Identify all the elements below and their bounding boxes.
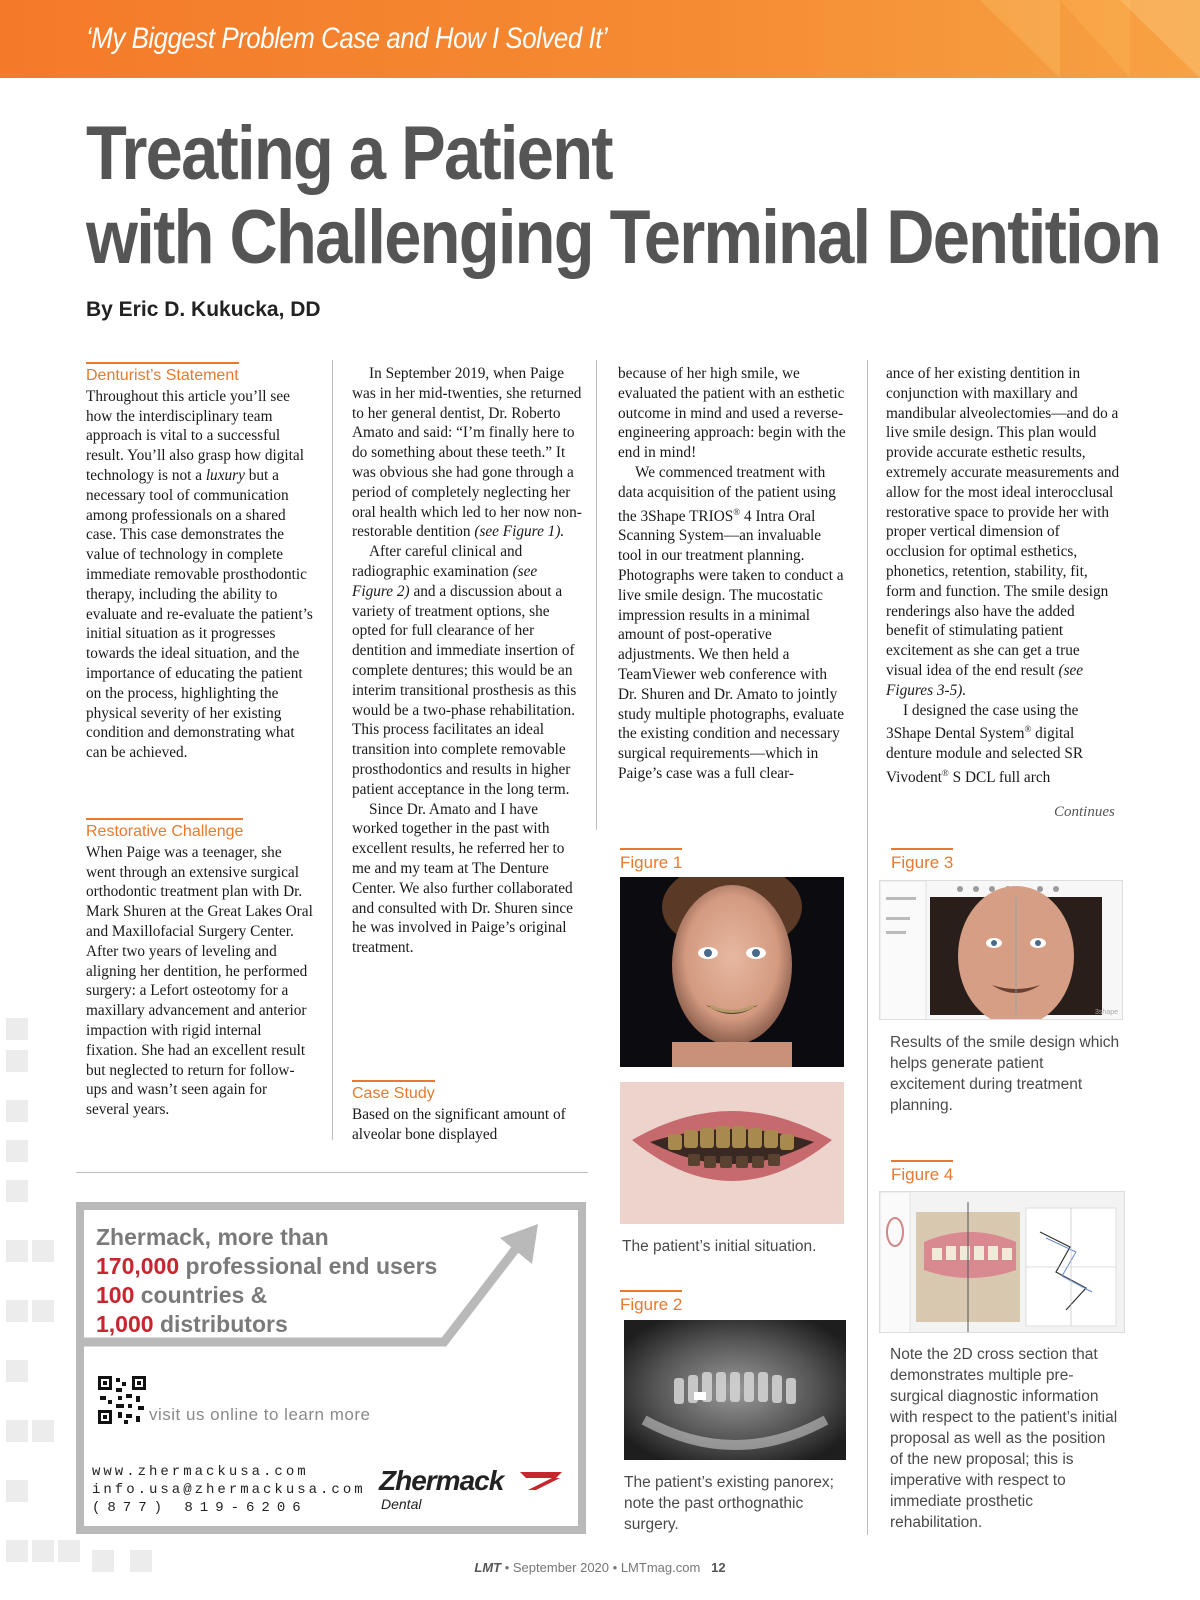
ad-phone-number[interactable]: (877) 819-6206 [92,1500,308,1516]
headline [86,111,1161,280]
figure-4-cross-section-screenshot [879,1191,1125,1333]
paragraph: Since Dr. Amato and I have worked together in the past with excellent results, he referred her to me and my team at The Denture Center. We also further collaborated and consulted with Dr. Shuren since he was involved in Paige’s original treatment. [352,800,573,957]
column-1 [86,362,314,763]
paragraph: ance of her existing dentition in conjunction with maxillary and mandibular alveolectomies—and do a live smile design. This plan would provide accurate esthetic results, extremely accurate measurements and allow for the most ideal interocclusal restorative space to provide her with proper vertical dimension of occlusion for optimal esthetics, phonetics, retention, stability, fit, form and function. The smile design renderings also have the added benefit of stimulating patient excitement as she can get a true visual idea of the end result (see Figures 3-5). [886,365,1120,699]
qr-code-icon[interactable] [98,1376,146,1424]
figure-3-label: Figure 3 [891,848,953,873]
headline-line-2: with Challenging Terminal Dentition [86,195,1161,280]
ad-visit-text: visit us online to learn more [149,1405,371,1424]
footer-site[interactable]: LMTmag.com [620,1560,701,1575]
column-1-lower [86,818,314,1120]
footer-date: September 2020 [512,1560,610,1575]
footer-magazine: LMT [474,1560,502,1575]
ad-headline-line-1: Zhermack, more than [96,1224,329,1250]
figure-4-caption: Note the 2D cross section that demonstrates multiple pre-surgical diagnostic information with respect to the patient’s initial proposal as well as the position of the new proposal; this is imperative with respect to immediate prosthetic rehabilitation. [890,1346,1118,1531]
banner-title: ‘My Biggest Problem Case and How I Solved It’ [86,22,608,55]
column-divider [332,360,333,1140]
paragraph: Throughout this article you’ll see how the interdisciplinary team approach is vital to a successful result. You’ll also grasp how digital technology is not a luxury but a necessary tool of communication among professionals on a shared case. This case demonstrates the value of technology in complete immediate removable prosthodontic therapy, including the ability to evaluate and re-evaluate the patient’s initial situation as it progresses towards the ideal situation, and the importance of educating the patient on the process, highlighting the physical severity of her existing condition and demonstrating what can be achieved. [86,387,313,762]
column-4 [886,364,1120,788]
zhermack-logo-text: Zhermack [379,1465,504,1496]
headline-line-1: Treating a Patient [86,111,612,196]
section-head-case-study: Case Study [352,1080,435,1104]
ad-website-link[interactable]: www.zhermackusa.com [92,1464,309,1480]
continues-label: Continues [1054,804,1115,820]
section-head-denturist-statement: Denturist’s Statement [86,362,239,386]
column-2-lower [352,1080,582,1144]
figure-1-portrait-photo [620,877,844,1067]
paragraph: When Paige was a teenager, she went through an extensive surgical orthodontic treatment plan with Dr. Mark Shuren at the Great Lakes Oral and Maxillofacial Surgery Center. After two years of leveling and aligning her dentition, he performed surgery: a Lefort osteotomy for a maxillary advancement and anterior impaction with rigid internal fixation. She had an excellent result but neglected to return for follow-ups and wasn’t seen again for several years. [86,843,313,1119]
paragraph: We commenced treatment with data acquisition of the patient using the 3Shape TRIOS® 4 Intra Oral Scanning System—an invaluable tool in our treatment planning. Photographs were taken to conduct a live smile design. The mucostatic impression results in a minimal amount of post-operative adjustments. We then held a TeamViewer web conference with Dr. Shuren and Dr. Amato to jointly study multiple photographs, evaluate the existing condition and necessary surgical requirements—which in Paige’s case was a full clear- [618,463,845,783]
paragraph: After careful clinical and radiographic examination (see Figure 2) and a discussion about a variety of treatment options, she opted for full clearance of her dentition and immediate insertion of complete dentures; this would be an interim transitional prosthesis as this would be a two-phase rehabilitation. This process facilitates an ideal transition into complete removable prosthodontics and results in higher patient acceptance in the long term. [352,543,577,798]
page-footer: LMT • September 2020 • LMTmag.com 12 [474,1560,726,1575]
figure-3-watermark: 3shape [1095,1009,1118,1016]
growth-arrow-icon [84,1220,554,1350]
section-head-restorative-challenge: Restorative Challenge [86,818,243,842]
paragraph: In September 2019, when Paige was in her mid-twenties, she returned to her general dentist, Dr. Roberto Amato and said: “I’m finally here to do something about these teeth.” It was obvious she had gone through a period of completely neglecting her oral health which led to her now non-restorable dentition (see Figure 1). [352,365,582,541]
column-3 [618,364,846,784]
paragraph: Based on the significant amount of alveolar bone displayed [352,1105,566,1143]
figure-4-label: Figure 4 [891,1160,953,1185]
figure-3-smile-design-screenshot [879,880,1123,1020]
page-number: 12 [711,1560,726,1575]
column-divider [596,360,597,830]
ad-headline-line-4: 1,000 distributors [96,1311,288,1337]
zhermack-advertisement[interactable] [76,1202,586,1534]
figure-1-caption: The patient’s initial situation. [622,1238,817,1255]
ad-separator [76,1172,588,1173]
figure-1-label: Figure 1 [620,848,682,873]
column-divider [867,360,868,1535]
column-2 [352,364,582,958]
zhermack-logo-mark-icon [516,1470,564,1492]
paragraph: because of her high smile, we evaluated the patient with an esthetic outcome in mind and used a reverse-engineering approach: begin with the end in mind! [618,365,846,462]
figure-2-panorex-xray [624,1320,846,1460]
figure-3-caption: Results of the smile design which helps generate patient excitement during treatment planning. [890,1034,1120,1114]
zhermack-logo-subtitle: Dental [381,1496,422,1512]
byline: By Eric D. Kukucka, DD [86,298,321,321]
ad-email-link[interactable]: info.usa@zhermackusa.com [92,1482,366,1498]
figure-2-caption: The patient’s existing panorex; note the past orthognathic surgery. [624,1474,834,1533]
paragraph: I designed the case using the 3Shape Dental System® digital denture module and selected SR Vivodent® S DCL full arch [886,701,1084,787]
section-banner [0,0,1200,78]
ad-headline-line-2: 170,000 professional end users [96,1253,438,1279]
figure-2-label: Figure 2 [620,1290,682,1315]
ad-headline-line-3: 100 countries & [96,1282,268,1308]
figure-1-smile-closeup-photo [620,1082,844,1224]
